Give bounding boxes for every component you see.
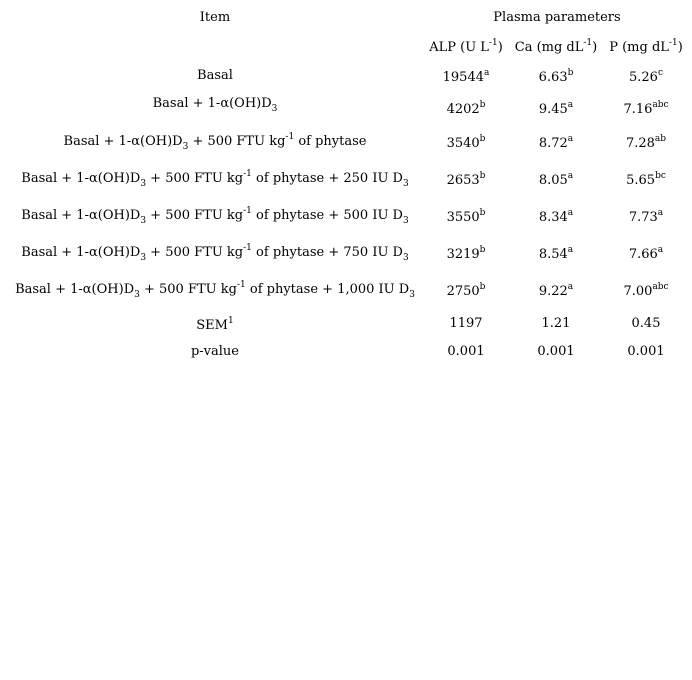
alp-column-header: ALP (U $L^{-1}$)	[429, 38, 503, 55]
alp-value: 2653$^b$	[446, 171, 486, 188]
p-value: 5.65$^{bc}$	[626, 171, 666, 188]
row-item-phytase-1000iu: Basal + $1-\alpha(OH)D_3 + 500$ FTU $kg^{-1}$ of phytase + 1,000 IU $D_3$	[15, 280, 415, 300]
p-pvalue: 0.001	[627, 344, 665, 359]
alp-value: 19544$^a$	[442, 68, 490, 85]
ca-sem: 1.21	[541, 316, 571, 331]
alp-sem: 1197	[449, 316, 483, 331]
p-value: 5.26$^c$	[629, 68, 663, 85]
p-value: 7.16$^{abc}$	[623, 100, 669, 117]
row-item-basal: Basal	[197, 68, 233, 83]
alp-value: 3540$^b$	[446, 134, 486, 151]
alp-value: 3550$^b$	[446, 208, 486, 225]
p-value: 7.00$^{abc}$	[623, 282, 669, 299]
ca-value: 8.54$^a$	[538, 245, 574, 262]
row-item-pvalue: p-value	[190, 344, 240, 359]
p-value: 7.73$^a$	[628, 208, 664, 225]
alp-value: 4202$^b$	[446, 100, 486, 117]
ca-value: 9.45$^a$	[538, 100, 574, 117]
ca-value: 8.72$^a$	[538, 134, 574, 151]
p-column-header: P (mg $dL^{-1}$)	[609, 38, 683, 55]
ca-value: 8.34$^a$	[538, 208, 574, 225]
ca-pvalue: 0.001	[537, 344, 575, 359]
row-item-phytase-250iu: Basal + $1-\alpha(OH)D_3 + 500$ FTU $kg^{-1}$ of phytase + 250 IU $D_3$	[21, 169, 409, 189]
alp-pvalue: 0.001	[447, 344, 485, 359]
plasma-parameters-header: Plasma parameters	[493, 10, 621, 25]
row-item-sem: SEM$^1$	[196, 316, 234, 333]
ca-value: 8.05$^a$	[538, 171, 574, 188]
p-value: 7.28$^{ab}$	[625, 134, 667, 151]
ca-column-header: Ca (mg $dL^{-1}$)	[514, 38, 598, 55]
p-sem: 0.45	[631, 316, 661, 331]
row-item-vitd: Basal + $1-\alpha(OH)D_3$	[152, 96, 278, 114]
row-item-phytase-750iu: Basal + $1-\alpha(OH)D_3 + 500$ FTU $kg^{-1}$ of phytase + 750 IU $D_3$	[21, 243, 409, 263]
item-column-header: Item	[199, 10, 231, 25]
p-value: 7.66$^a$	[628, 245, 664, 262]
row-item-phytase-500iu: Basal + $1-\alpha(OH)D_3 + 500$ FTU $kg^{-1}$ of phytase + 500 IU $D_3$	[21, 206, 409, 226]
alp-value: 2750$^b$	[446, 282, 486, 299]
ca-value: 6.63$^b$	[538, 68, 574, 85]
ca-value: 9.22$^a$	[538, 282, 574, 299]
alp-value: 3219$^b$	[446, 245, 486, 262]
row-item-phytase: Basal + $1-\alpha(OH)D_3 + 500$ FTU $kg^{-1}$ of phytase	[63, 132, 367, 152]
